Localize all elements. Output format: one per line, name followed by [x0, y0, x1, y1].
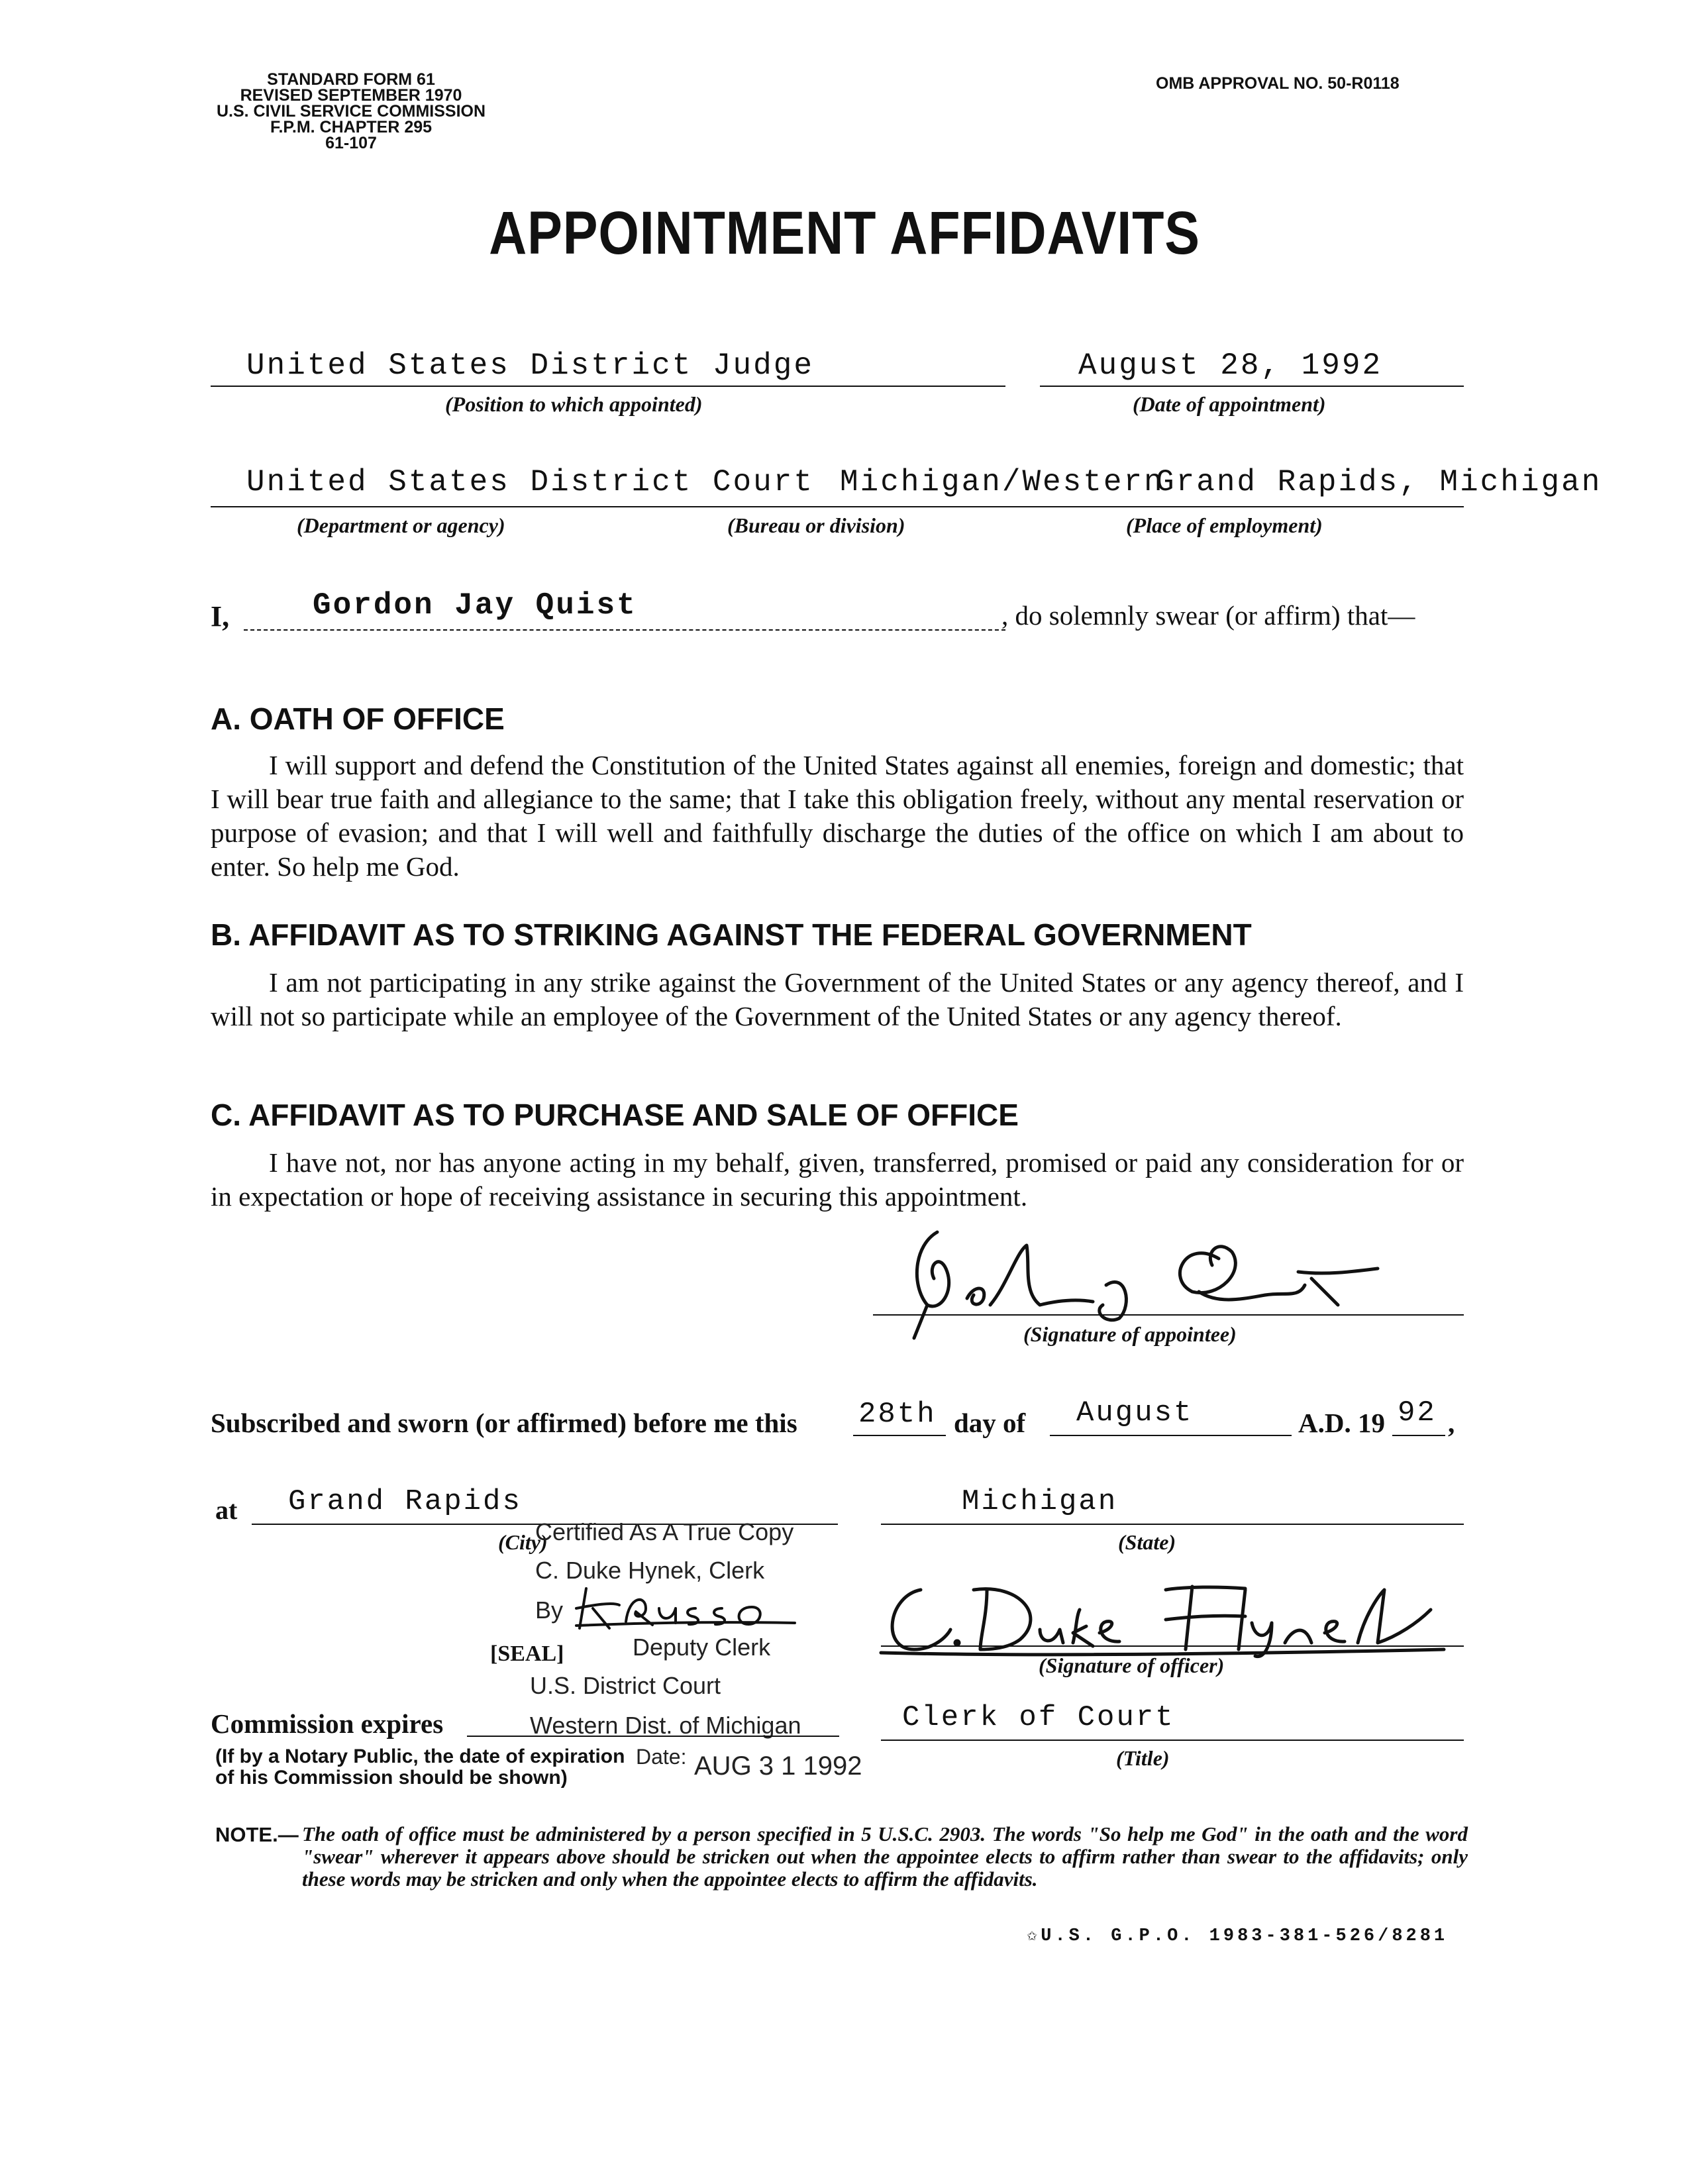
page-title: APPOINTMENT AFFIDAVITS: [489, 199, 1200, 267]
commission-label: Commission expires: [211, 1708, 444, 1739]
place-value: Grand Rapids, Michigan: [1156, 465, 1602, 499]
agency-line: [211, 506, 1464, 507]
at-label: at: [215, 1495, 238, 1525]
commission-line: [467, 1736, 839, 1737]
notary-note: [215, 1746, 625, 1789]
sworn-day: 28th: [858, 1398, 937, 1431]
position-value: United States District Judge: [246, 348, 814, 383]
appointee-signature-caption: (Signature of appointee): [1023, 1322, 1237, 1346]
sworn-ad: A.D. 19: [1298, 1408, 1385, 1438]
sworn-year-line: [1392, 1435, 1445, 1436]
stamp-certified: Certified As A True Copy: [535, 1518, 794, 1545]
position-caption: (Position to which appointed): [445, 392, 703, 416]
sworn-day-line: [853, 1435, 946, 1436]
title-line: [881, 1740, 1464, 1741]
place-caption: (Place of employment): [1126, 513, 1323, 537]
note-text: The oath of office must be administered by a person specified in 5 U.S.C. 2903. The words "So help me God" in the oath and the word "swear" wherever it appears above should be stricken out when the appointee elects to affirm rather than swear to the affidavits; only these words may be stricken and only when the appointee elects to affirm the affidavits.: [302, 1822, 1468, 1891]
section-b-heading: B. AFFIDAVIT AS TO STRIKING AGAINST THE FEDERAL GOVERNMENT: [211, 917, 1252, 952]
bureau-value: Michigan/Western: [840, 465, 1164, 499]
appointment-date-line: [1040, 386, 1464, 387]
form-revised: REVISED SEPTEMBER 1970: [240, 86, 462, 105]
officer-signature-line: [881, 1645, 1464, 1647]
sworn-year: 92: [1398, 1396, 1437, 1430]
officer-signature: [874, 1577, 1457, 1663]
notary-note-line-2: of his Commission should be shown): [215, 1767, 568, 1789]
state-line: [881, 1524, 1464, 1525]
appointment-date-caption: (Date of appointment): [1133, 392, 1326, 416]
appointee-name: Gordon Jay Quist: [313, 588, 637, 623]
omb-approval: OMB APPROVAL NO. 50-R0118: [1156, 74, 1400, 93]
gpo-footer: ✩U.S. G.P.O. 1983-381-526/8281: [1027, 1926, 1449, 1946]
sworn-month: August: [1076, 1396, 1194, 1430]
stamp-date-label: Date:: [636, 1745, 687, 1769]
city-value: Grand Rapids: [288, 1485, 522, 1518]
sworn-comma: ,: [1448, 1408, 1455, 1438]
deputy-signature: [573, 1582, 798, 1635]
sworn-prefix: Subscribed and sworn (or affirmed) before me this: [211, 1408, 797, 1438]
seal-label: [SEAL]: [490, 1641, 564, 1666]
note-label: NOTE.—: [215, 1823, 299, 1846]
bureau-caption: (Bureau or division): [727, 513, 905, 537]
stamp-court: U.S. District Court: [530, 1672, 721, 1699]
form-identifier-block: [146, 72, 556, 151]
title-value: Clerk of Court: [902, 1701, 1175, 1734]
stamp-by: By: [535, 1596, 564, 1624]
section-c-text: I have not, nor has anyone acting in my behalf, given, transferred, promised or paid any consideration for or in expectation or hope of receiving assistance in securing this appointment.: [211, 1147, 1464, 1212]
notary-note-line-1: (If by a Notary Public, the date of expiration: [215, 1745, 625, 1767]
officer-signature-caption: (Signature of officer): [1039, 1653, 1225, 1677]
section-c-heading: C. AFFIDAVIT AS TO PURCHASE AND SALE OF OFFICE: [211, 1098, 1019, 1132]
stamp-district: Western Dist. of Michigan: [530, 1712, 801, 1739]
section-a-heading: A. OATH OF OFFICE: [211, 702, 505, 736]
form-agency: U.S. CIVIL SERVICE COMMISSION: [216, 102, 486, 121]
state-caption: (State): [1118, 1530, 1176, 1554]
appointee-signature-line: [873, 1314, 1464, 1316]
department-value: United States District Court: [246, 465, 814, 499]
stamp-deputy: Deputy Clerk: [633, 1634, 771, 1661]
section-a-text: I will support and defend the Constitution of the United States against all enemies, foreign and domestic; that I will bear true faith and allegiance to the same; that I take this obligation freely, without any mental reservation or purpose of evasion; and that I will well and faithfully discharge the duties of the office on which I am about to enter. So help me God.: [211, 750, 1464, 882]
sworn-day-of: day of: [954, 1408, 1026, 1438]
stamp-date: AUG 3 1 1992: [694, 1751, 862, 1781]
oath-suffix: , do solemnly swear (or affirm) that—: [1001, 600, 1415, 631]
form-chapter: F.P.M. CHAPTER 295: [270, 118, 433, 136]
form-stock: 61-107: [325, 134, 377, 152]
position-line: [211, 386, 1005, 387]
department-caption: (Department or agency): [297, 513, 505, 537]
oath-prefix: I,: [211, 600, 230, 633]
city-caption: (City): [498, 1530, 548, 1554]
appointment-date-value: August 28, 1992: [1078, 348, 1383, 383]
appointee-name-line: [244, 629, 1005, 631]
title-caption: (Title): [1116, 1746, 1170, 1770]
sworn-month-line: [1050, 1435, 1292, 1436]
state-value: Michigan: [962, 1485, 1118, 1518]
form-id: STANDARD FORM 61: [267, 70, 435, 89]
section-b-text: I am not participating in any strike against the Government of the United States or any agency thereof, and I will not so participate while an employee of the Government of the United States or any agency thereof.: [211, 967, 1464, 1031]
stamp-clerk: C. Duke Hynek, Clerk: [535, 1557, 765, 1584]
